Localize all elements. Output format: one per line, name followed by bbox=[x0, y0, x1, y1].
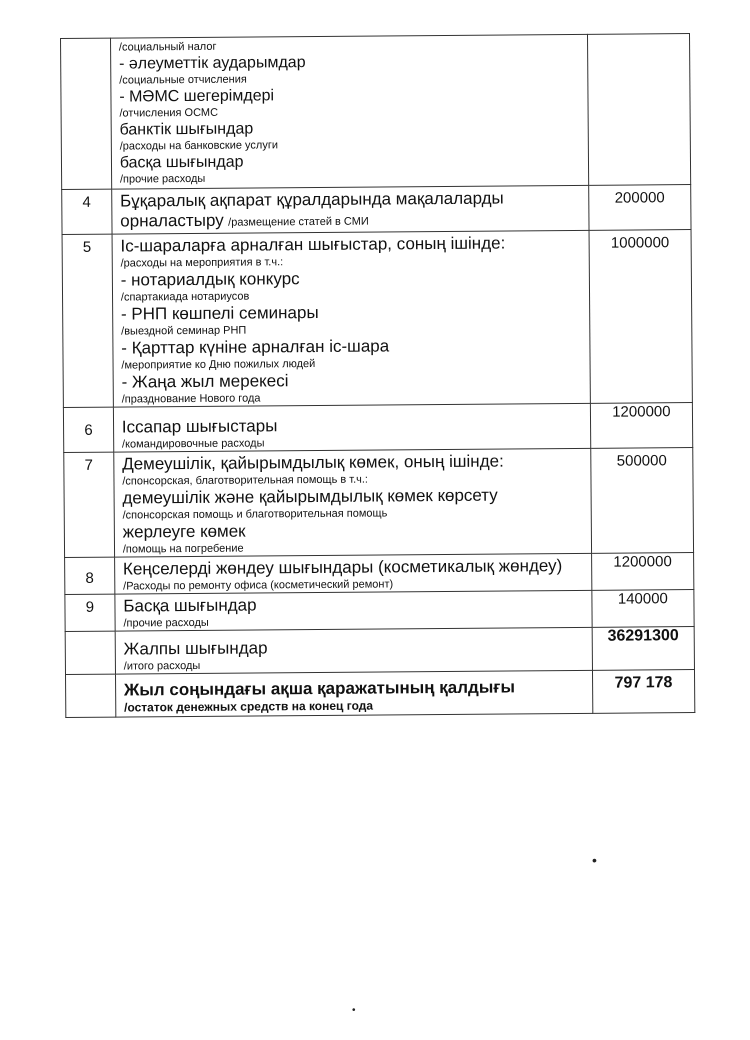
charity-help-ru: /спонсорская помощь и благотворительная помощь bbox=[122, 507, 388, 522]
table-row bbox=[62, 185, 691, 235]
table-row bbox=[65, 553, 694, 595]
table-row bbox=[63, 403, 692, 453]
funeral-help-ru: /помощь на погребение bbox=[122, 542, 244, 556]
row-description-cell bbox=[115, 590, 592, 631]
row-number: 6 bbox=[63, 407, 113, 452]
bank-expenses-ru: /расходы на банковские услуги bbox=[119, 139, 279, 153]
row-description-cell bbox=[112, 230, 590, 407]
row-description-cell bbox=[114, 553, 591, 594]
media-articles-kz-line1: Бұқаралық ақпарат құралдарында мақалаларды bbox=[120, 188, 504, 211]
notary-contest-ru: /спартакиада нотариусов bbox=[120, 290, 250, 304]
social-tax-ru: /социальный налог bbox=[118, 40, 217, 54]
table-row bbox=[62, 230, 692, 408]
row-description-cell bbox=[113, 403, 590, 452]
row-description-cell bbox=[115, 627, 592, 674]
row-amount: 1200000 bbox=[590, 403, 692, 449]
row-description-cell bbox=[114, 448, 592, 557]
social-deductions-ru: /социальные отчисления bbox=[119, 73, 247, 87]
notary-contest-kz: - нотариалдық конкурс bbox=[120, 269, 300, 290]
social-deductions-kz: - әлеуметтік аударымдар bbox=[118, 54, 306, 73]
other-expenses-row-kz: Басқа шығындар bbox=[123, 595, 257, 616]
office-repair-ru: /Расходы по ремонту офиса (косметический ремонт) bbox=[123, 578, 394, 593]
rnp-seminar-kz: - РНП көшпелі семинары bbox=[120, 302, 319, 324]
media-articles-kz-line2: орналастыру bbox=[120, 210, 224, 231]
table-row bbox=[64, 448, 694, 558]
funeral-help-kz: жерлеуге көмек bbox=[122, 521, 246, 542]
events-title-ru: /расходы на мероприятия в т.ч.: bbox=[120, 256, 284, 270]
row-number: 5 bbox=[62, 234, 113, 407]
row-description-cell bbox=[115, 670, 592, 717]
elderly-day-ru: /мероприятие ко Дню пожилых людей bbox=[121, 358, 316, 372]
total-expenses-kz: Жалпы шығындар bbox=[123, 638, 268, 659]
charity-title-kz: Демеушілік, қайырымдылық көмек, оның ішінде: bbox=[122, 451, 504, 474]
charity-title-ru: /спонсорская, благотворительная помощь в т.ч.: bbox=[122, 473, 369, 488]
row-description-cell bbox=[112, 185, 589, 234]
row-number: 9 bbox=[65, 594, 115, 631]
new-year-ru: /празднование Нового года bbox=[121, 392, 261, 406]
media-articles-ru: /размещение статей в СМИ bbox=[228, 215, 369, 229]
new-year-kz: - Жаңа жыл мерекесі bbox=[121, 371, 289, 392]
rnp-seminar-ru: /выездной семинар РНП bbox=[121, 324, 247, 338]
year-end-balance-ru: /остаток денежных средств на конец года bbox=[124, 698, 374, 715]
table-row-continuation bbox=[61, 34, 691, 190]
row-amount: 500000 bbox=[591, 448, 694, 554]
expenses-table bbox=[60, 33, 695, 718]
row-number: 4 bbox=[62, 189, 112, 234]
row-amount: 140000 bbox=[592, 590, 694, 628]
charity-help-kz: демеушілік және қайырымдылық көмек көрсету bbox=[122, 485, 498, 508]
elderly-day-kz: - Қарттар күніне арналған іс-шара bbox=[121, 336, 390, 358]
total-amount: 36291300 bbox=[592, 627, 694, 671]
row-number-cell bbox=[65, 674, 115, 717]
total-expenses-ru: /итого расходы bbox=[123, 659, 201, 673]
other-expenses-kz: басқа шығындар bbox=[119, 153, 244, 172]
office-repair-kz: Кеңселерді жөндеу шығындары (косметикалық жөндеу) bbox=[122, 556, 563, 579]
business-trip-ru: /командировочные расходы bbox=[121, 437, 265, 451]
row-number-cell bbox=[65, 631, 115, 674]
row-amount: 1000000 bbox=[589, 230, 692, 404]
bank-expenses-kz: банктік шығындар bbox=[119, 120, 254, 139]
balance-amount: 797 178 bbox=[592, 670, 694, 714]
row-description-cell bbox=[110, 34, 588, 189]
media-articles-line2 bbox=[120, 208, 588, 234]
row-number: 7 bbox=[64, 452, 115, 557]
row-number: 8 bbox=[65, 557, 115, 594]
scan-speck: • bbox=[592, 852, 597, 868]
business-trip-kz: Іссапар шығыстары bbox=[121, 416, 278, 437]
scan-speck: • bbox=[352, 1005, 356, 1016]
other-expenses-row-ru: /прочие расходы bbox=[123, 616, 209, 630]
year-end-balance-kz: Жыл соңындағы ақша қаражатының қалдығы bbox=[123, 677, 515, 700]
table-row bbox=[65, 590, 694, 632]
row-amount: 1200000 bbox=[591, 553, 693, 591]
row-amount: 200000 bbox=[589, 185, 691, 231]
osms-deductions-kz: - МӘМС шегерімдері bbox=[119, 87, 275, 106]
table-row-total bbox=[65, 627, 694, 675]
other-expenses-ru: /прочие расходы bbox=[119, 172, 206, 186]
table-row-balance bbox=[65, 670, 694, 718]
row-number-cell bbox=[61, 38, 112, 189]
events-title-kz: Іс-шараларға арналған шығыстар, соның ішінде: bbox=[120, 233, 506, 256]
osms-deductions-ru: /отчисления ОСМС bbox=[119, 106, 219, 120]
row-amount-cell bbox=[587, 34, 690, 186]
